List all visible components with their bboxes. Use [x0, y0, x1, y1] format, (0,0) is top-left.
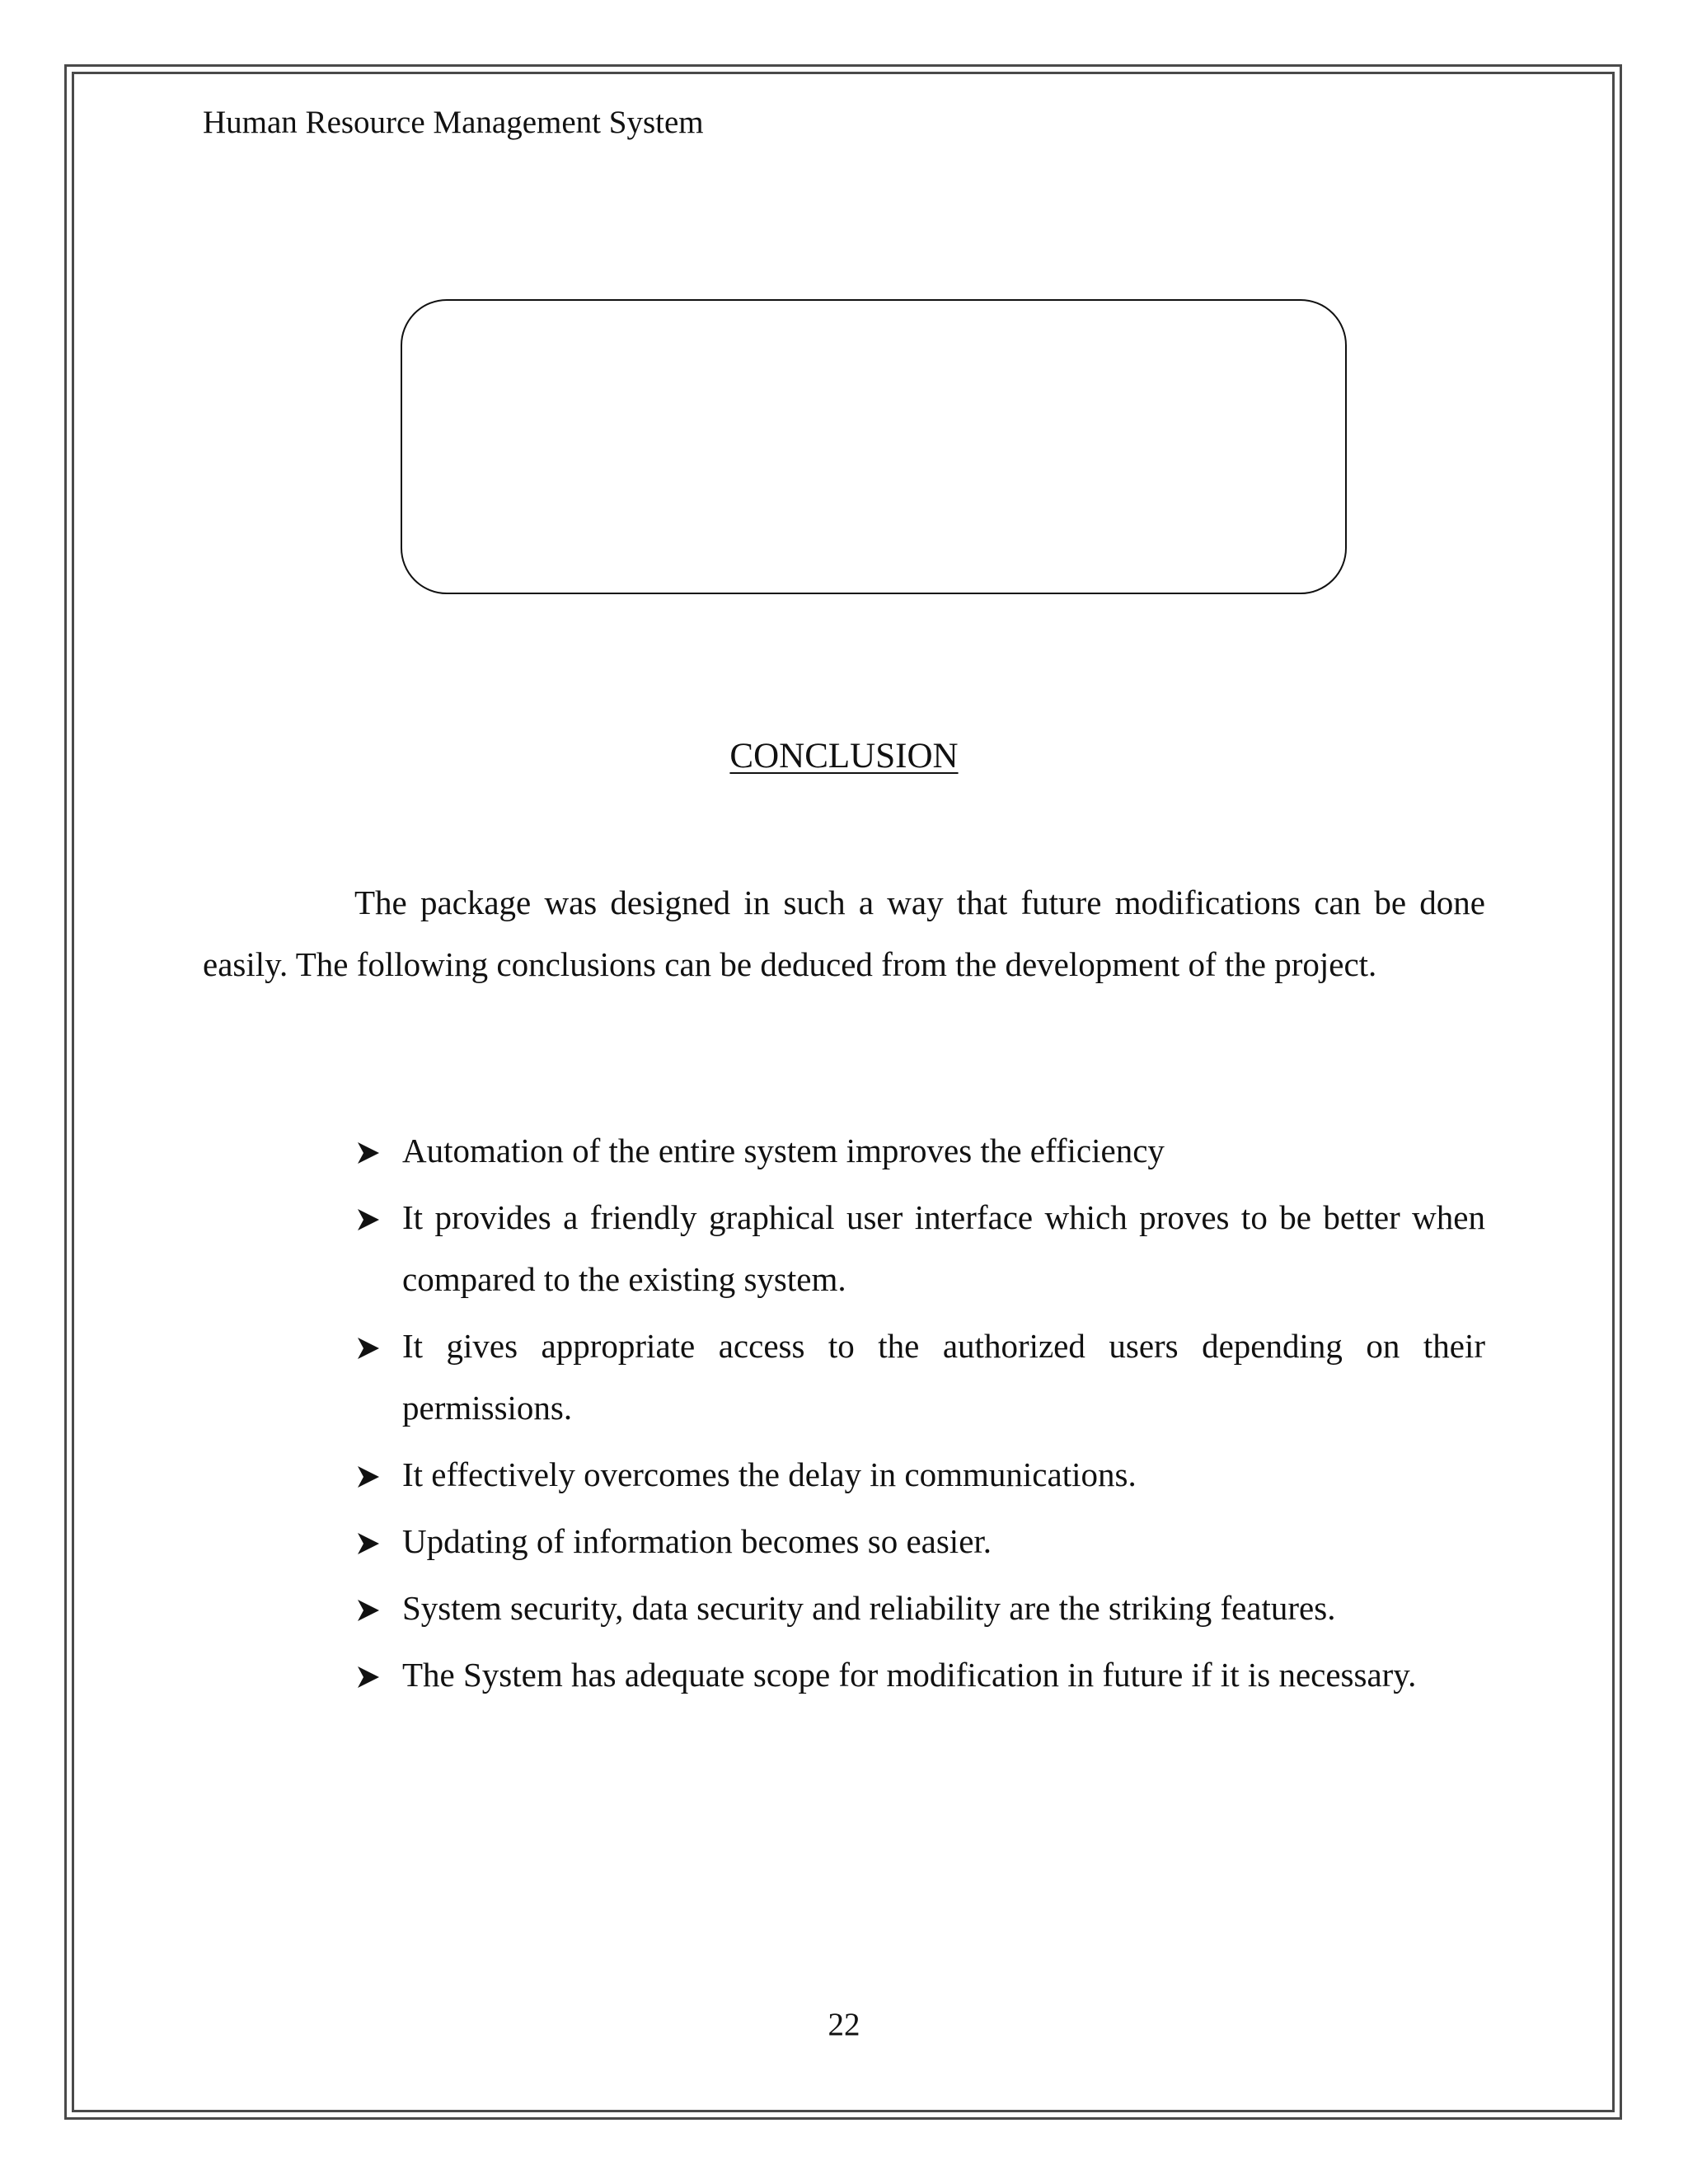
arrowhead-bullet-icon: [353, 1511, 386, 1572]
list-item: [353, 1444, 1485, 1506]
arrowhead-bullet-icon: [353, 1444, 386, 1506]
list-item: [353, 1644, 1485, 1706]
list-item: [353, 1315, 1485, 1439]
arrowhead-bullet-icon: [353, 1120, 386, 1182]
arrowhead-bullet-icon: [353, 1187, 386, 1249]
list-item: [353, 1511, 1485, 1572]
running-header: Human Resource Management System: [203, 105, 704, 140]
list-item-text: It provides a friendly graphical user interface which proves to be better when compared to the existing system.: [402, 1198, 1485, 1298]
conclusion-list: [353, 1120, 1485, 1711]
list-item: [353, 1187, 1485, 1310]
list-item-text: It gives appropriate access to the authorized users depending on their permissions.: [402, 1327, 1485, 1427]
list-item: [353, 1120, 1485, 1182]
section-title: CONCLUSION: [729, 737, 959, 776]
page-number: 22: [828, 2007, 860, 2042]
list-item: [353, 1577, 1485, 1639]
empty-rounded-box: [401, 299, 1347, 594]
intro-paragraph: The package was designed in such a way that future modifications can be done easily. The following conclusions can be deduced from the development of the project.: [203, 883, 1485, 983]
list-item-text: It effectively overcomes the delay in communications.: [402, 1455, 1137, 1493]
list-item-text: Updating of information becomes so easier.: [402, 1522, 992, 1560]
list-item-text: System security, data security and reliability are the striking features.: [402, 1589, 1336, 1627]
arrowhead-bullet-icon: [353, 1644, 386, 1706]
arrowhead-bullet-icon: [353, 1315, 386, 1377]
arrowhead-bullet-icon: [353, 1577, 386, 1639]
list-item-text: The System has adequate scope for modification in future if it is necessary.: [402, 1656, 1417, 1694]
list-item-text: Automation of the entire system improves the efficiency: [402, 1132, 1165, 1169]
